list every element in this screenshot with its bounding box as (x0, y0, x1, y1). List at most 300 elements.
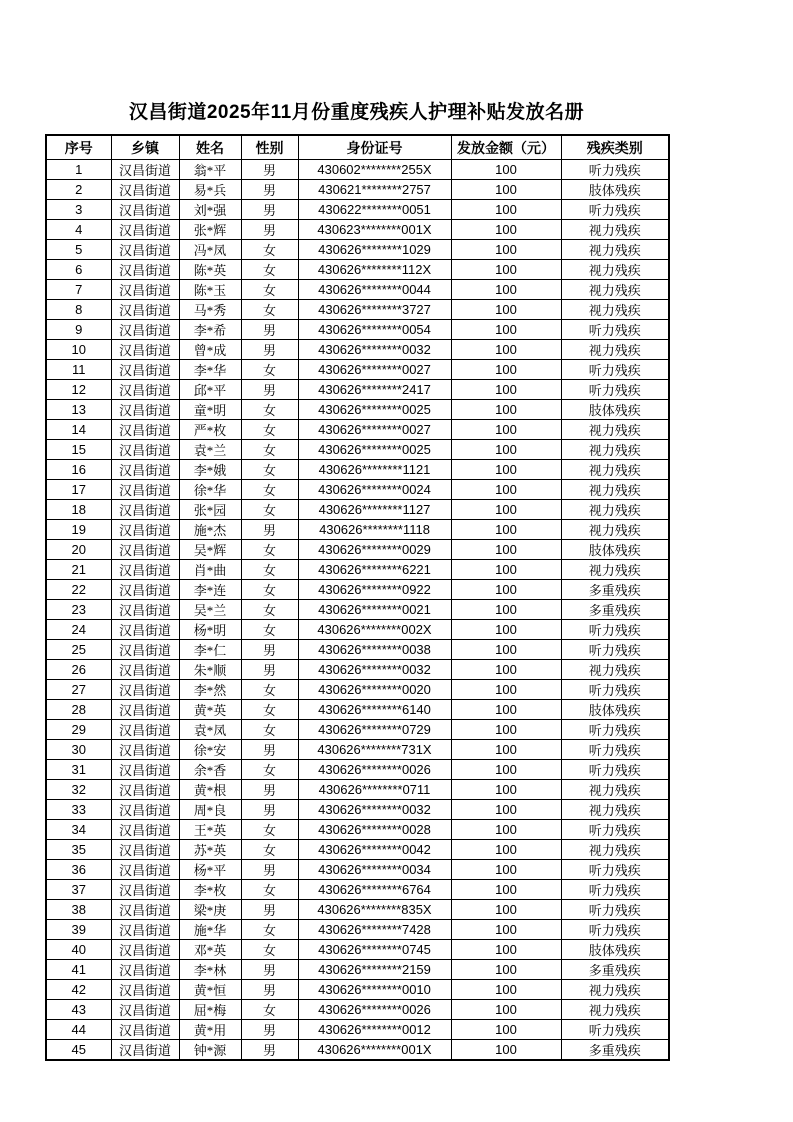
table-row (46, 440, 669, 460)
column-header-name: 姓名 (179, 135, 241, 160)
cell-township: 汉昌街道 (111, 200, 179, 220)
cell-gender: 男 (241, 160, 298, 180)
cell-disability: 视力残疾 (561, 800, 669, 820)
cell-township: 汉昌街道 (111, 360, 179, 380)
table-row (46, 780, 669, 800)
cell-gender: 女 (241, 940, 298, 960)
cell-township: 汉昌街道 (111, 840, 179, 860)
table-row (46, 720, 669, 740)
cell-township: 汉昌街道 (111, 300, 179, 320)
cell-name: 曾*成 (179, 340, 241, 360)
cell-id: 430626********0042 (298, 840, 451, 860)
cell-gender: 男 (241, 200, 298, 220)
cell-index: 45 (46, 1040, 111, 1061)
cell-disability: 听力残疾 (561, 1020, 669, 1040)
table-row (46, 520, 669, 540)
cell-township: 汉昌街道 (111, 980, 179, 1000)
cell-amount: 100 (451, 880, 561, 900)
cell-amount: 100 (451, 780, 561, 800)
cell-index: 40 (46, 940, 111, 960)
table-row (46, 500, 669, 520)
cell-name: 黄*恒 (179, 980, 241, 1000)
column-header-amount: 发放金额（元） (451, 135, 561, 160)
cell-disability: 听力残疾 (561, 160, 669, 180)
cell-township: 汉昌街道 (111, 400, 179, 420)
cell-index: 1 (46, 160, 111, 180)
cell-amount: 100 (451, 980, 561, 1000)
cell-township: 汉昌街道 (111, 340, 179, 360)
subsidy-roster-table (45, 134, 670, 1061)
cell-disability: 听力残疾 (561, 860, 669, 880)
cell-name: 邓*英 (179, 940, 241, 960)
page-title: 汉昌街道2025年11月份重度残疾人护理补贴发放名册 (128, 102, 585, 123)
table-row (46, 260, 669, 280)
cell-township: 汉昌街道 (111, 740, 179, 760)
cell-township: 汉昌街道 (111, 940, 179, 960)
table-row (46, 980, 669, 1000)
cell-township: 汉昌街道 (111, 440, 179, 460)
cell-id: 430626********0012 (298, 1020, 451, 1040)
table-row (46, 220, 669, 240)
cell-disability: 听力残疾 (561, 900, 669, 920)
cell-name: 徐*安 (179, 740, 241, 760)
cell-name: 杨*平 (179, 860, 241, 880)
cell-gender: 女 (241, 760, 298, 780)
cell-township: 汉昌街道 (111, 720, 179, 740)
cell-id: 430626********2159 (298, 960, 451, 980)
table-row (46, 640, 669, 660)
table-row (46, 660, 669, 680)
cell-gender: 男 (241, 740, 298, 760)
cell-amount: 100 (451, 740, 561, 760)
cell-gender: 女 (241, 300, 298, 320)
cell-id: 430626********0025 (298, 400, 451, 420)
cell-gender: 女 (241, 420, 298, 440)
table-row (46, 1000, 669, 1020)
cell-id: 430626********0027 (298, 420, 451, 440)
cell-township: 汉昌街道 (111, 860, 179, 880)
cell-disability: 视力残疾 (561, 560, 669, 580)
cell-amount: 100 (451, 520, 561, 540)
cell-name: 陈*玉 (179, 280, 241, 300)
cell-name: 黄*用 (179, 1020, 241, 1040)
cell-gender: 女 (241, 720, 298, 740)
cell-name: 冯*凤 (179, 240, 241, 260)
table-header (46, 135, 669, 160)
cell-amount: 100 (451, 720, 561, 740)
cell-gender: 男 (241, 640, 298, 660)
cell-name: 李*华 (179, 360, 241, 380)
cell-disability: 听力残疾 (561, 740, 669, 760)
cell-index: 6 (46, 260, 111, 280)
cell-amount: 100 (451, 760, 561, 780)
cell-name: 吴*辉 (179, 540, 241, 560)
cell-township: 汉昌街道 (111, 1020, 179, 1040)
table-row (46, 180, 669, 200)
cell-index: 35 (46, 840, 111, 860)
cell-id: 430626********1121 (298, 460, 451, 480)
cell-name: 李*连 (179, 580, 241, 600)
cell-disability: 视力残疾 (561, 260, 669, 280)
cell-disability: 听力残疾 (561, 320, 669, 340)
table-row (46, 540, 669, 560)
cell-township: 汉昌街道 (111, 680, 179, 700)
table-row (46, 960, 669, 980)
cell-id: 430626********0038 (298, 640, 451, 660)
cell-disability: 听力残疾 (561, 640, 669, 660)
cell-gender: 男 (241, 860, 298, 880)
cell-township: 汉昌街道 (111, 520, 179, 540)
cell-name: 钟*源 (179, 1040, 241, 1061)
cell-index: 39 (46, 920, 111, 940)
cell-gender: 女 (241, 620, 298, 640)
cell-township: 汉昌街道 (111, 600, 179, 620)
cell-index: 2 (46, 180, 111, 200)
cell-disability: 视力残疾 (561, 660, 669, 680)
cell-name: 屈*梅 (179, 1000, 241, 1020)
cell-disability: 视力残疾 (561, 240, 669, 260)
cell-name: 李*希 (179, 320, 241, 340)
cell-name: 李*仁 (179, 640, 241, 660)
cell-id: 430626********1118 (298, 520, 451, 540)
cell-amount: 100 (451, 1000, 561, 1020)
cell-name: 施*华 (179, 920, 241, 940)
cell-township: 汉昌街道 (111, 880, 179, 900)
cell-township: 汉昌街道 (111, 620, 179, 640)
cell-gender: 女 (241, 560, 298, 580)
cell-id: 430626********0026 (298, 1000, 451, 1020)
table-row (46, 340, 669, 360)
cell-id: 430626********0922 (298, 580, 451, 600)
cell-id: 430626********3727 (298, 300, 451, 320)
cell-id: 430626********0010 (298, 980, 451, 1000)
cell-name: 严*枚 (179, 420, 241, 440)
cell-id: 430626********0021 (298, 600, 451, 620)
cell-disability: 听力残疾 (561, 760, 669, 780)
cell-index: 43 (46, 1000, 111, 1020)
cell-name: 袁*兰 (179, 440, 241, 460)
cell-name: 王*英 (179, 820, 241, 840)
cell-gender: 女 (241, 840, 298, 860)
cell-amount: 100 (451, 920, 561, 940)
cell-index: 32 (46, 780, 111, 800)
cell-index: 14 (46, 420, 111, 440)
cell-amount: 100 (451, 200, 561, 220)
cell-id: 430626********0027 (298, 360, 451, 380)
cell-gender: 男 (241, 520, 298, 540)
cell-township: 汉昌街道 (111, 920, 179, 940)
cell-disability: 听力残疾 (561, 680, 669, 700)
cell-amount: 100 (451, 900, 561, 920)
cell-gender: 女 (241, 600, 298, 620)
cell-id: 430626********835X (298, 900, 451, 920)
table-row (46, 820, 669, 840)
cell-township: 汉昌街道 (111, 500, 179, 520)
cell-name: 吴*兰 (179, 600, 241, 620)
cell-township: 汉昌街道 (111, 760, 179, 780)
cell-id: 430626********0032 (298, 660, 451, 680)
cell-amount: 100 (451, 960, 561, 980)
cell-gender: 男 (241, 180, 298, 200)
cell-gender: 男 (241, 960, 298, 980)
cell-amount: 100 (451, 440, 561, 460)
cell-amount: 100 (451, 300, 561, 320)
cell-gender: 女 (241, 580, 298, 600)
cell-name: 刘*强 (179, 200, 241, 220)
cell-gender: 男 (241, 220, 298, 240)
cell-index: 25 (46, 640, 111, 660)
cell-index: 13 (46, 400, 111, 420)
cell-gender: 女 (241, 880, 298, 900)
cell-disability: 视力残疾 (561, 480, 669, 500)
cell-name: 马*秀 (179, 300, 241, 320)
cell-id: 430626********0025 (298, 440, 451, 460)
cell-amount: 100 (451, 1040, 561, 1061)
cell-gender: 女 (241, 260, 298, 280)
cell-disability: 视力残疾 (561, 340, 669, 360)
cell-index: 31 (46, 760, 111, 780)
cell-amount: 100 (451, 580, 561, 600)
table-row (46, 560, 669, 580)
cell-id: 430626********0745 (298, 940, 451, 960)
cell-name: 陈*英 (179, 260, 241, 280)
cell-disability: 视力残疾 (561, 420, 669, 440)
cell-name: 黄*根 (179, 780, 241, 800)
table-row (46, 800, 669, 820)
cell-name: 黄*英 (179, 700, 241, 720)
cell-township: 汉昌街道 (111, 460, 179, 480)
cell-township: 汉昌街道 (111, 580, 179, 600)
cell-disability: 多重残疾 (561, 1040, 669, 1061)
cell-gender: 男 (241, 980, 298, 1000)
cell-township: 汉昌街道 (111, 280, 179, 300)
cell-gender: 男 (241, 800, 298, 820)
cell-id: 430626********7428 (298, 920, 451, 940)
cell-id: 430626********0029 (298, 540, 451, 560)
cell-gender: 男 (241, 1040, 298, 1061)
cell-name: 童*明 (179, 400, 241, 420)
cell-disability: 视力残疾 (561, 520, 669, 540)
cell-disability: 听力残疾 (561, 620, 669, 640)
cell-index: 10 (46, 340, 111, 360)
cell-amount: 100 (451, 860, 561, 880)
cell-disability: 视力残疾 (561, 1000, 669, 1020)
cell-index: 24 (46, 620, 111, 640)
cell-name: 张*辉 (179, 220, 241, 240)
cell-gender: 男 (241, 380, 298, 400)
cell-township: 汉昌街道 (111, 260, 179, 280)
cell-index: 11 (46, 360, 111, 380)
cell-amount: 100 (451, 280, 561, 300)
cell-amount: 100 (451, 560, 561, 580)
cell-township: 汉昌街道 (111, 1040, 179, 1061)
table-row (46, 300, 669, 320)
table-row (46, 200, 669, 220)
cell-index: 4 (46, 220, 111, 240)
cell-id: 430622********0051 (298, 200, 451, 220)
table-row (46, 940, 669, 960)
cell-gender: 女 (241, 920, 298, 940)
cell-name: 朱*顺 (179, 660, 241, 680)
cell-disability: 视力残疾 (561, 440, 669, 460)
cell-gender: 女 (241, 540, 298, 560)
cell-gender: 女 (241, 280, 298, 300)
cell-amount: 100 (451, 220, 561, 240)
table-row (46, 700, 669, 720)
cell-id: 430626********1029 (298, 240, 451, 260)
cell-disability: 肢体残疾 (561, 180, 669, 200)
cell-index: 12 (46, 380, 111, 400)
table-row (46, 760, 669, 780)
cell-name: 易*兵 (179, 180, 241, 200)
cell-gender: 女 (241, 820, 298, 840)
cell-index: 37 (46, 880, 111, 900)
cell-disability: 视力残疾 (561, 280, 669, 300)
cell-id: 430626********6764 (298, 880, 451, 900)
cell-disability: 视力残疾 (561, 300, 669, 320)
cell-index: 9 (46, 320, 111, 340)
column-header-disability: 残疾类别 (561, 135, 669, 160)
cell-township: 汉昌街道 (111, 160, 179, 180)
cell-amount: 100 (451, 260, 561, 280)
cell-id: 430626********0711 (298, 780, 451, 800)
cell-township: 汉昌街道 (111, 1000, 179, 1020)
cell-amount: 100 (451, 320, 561, 340)
table-body (46, 160, 669, 1061)
table-row (46, 580, 669, 600)
cell-id: 430626********2417 (298, 380, 451, 400)
cell-amount: 100 (451, 340, 561, 360)
table-row (46, 460, 669, 480)
cell-gender: 女 (241, 480, 298, 500)
cell-township: 汉昌街道 (111, 900, 179, 920)
column-header-gender: 性别 (241, 135, 298, 160)
table-row (46, 840, 669, 860)
cell-index: 33 (46, 800, 111, 820)
cell-name: 李*娥 (179, 460, 241, 480)
cell-gender: 女 (241, 400, 298, 420)
table-row (46, 400, 669, 420)
cell-disability: 肢体残疾 (561, 540, 669, 560)
cell-disability: 听力残疾 (561, 200, 669, 220)
table-row (46, 280, 669, 300)
cell-index: 27 (46, 680, 111, 700)
cell-id: 430626********112X (298, 260, 451, 280)
cell-index: 19 (46, 520, 111, 540)
table-row (46, 320, 669, 340)
cell-township: 汉昌街道 (111, 560, 179, 580)
table-row (46, 860, 669, 880)
cell-id: 430626********0024 (298, 480, 451, 500)
cell-index: 22 (46, 580, 111, 600)
cell-gender: 女 (241, 700, 298, 720)
cell-name: 肖*曲 (179, 560, 241, 580)
cell-index: 38 (46, 900, 111, 920)
table-row (46, 740, 669, 760)
cell-id: 430626********0034 (298, 860, 451, 880)
table-row (46, 620, 669, 640)
cell-township: 汉昌街道 (111, 640, 179, 660)
cell-amount: 100 (451, 940, 561, 960)
cell-amount: 100 (451, 700, 561, 720)
cell-name: 袁*凤 (179, 720, 241, 740)
cell-township: 汉昌街道 (111, 420, 179, 440)
table-row (46, 380, 669, 400)
table-row (46, 920, 669, 940)
table-row (46, 160, 669, 180)
cell-gender: 女 (241, 680, 298, 700)
cell-index: 5 (46, 240, 111, 260)
table-row (46, 360, 669, 380)
table-header-row (46, 135, 669, 160)
cell-index: 15 (46, 440, 111, 460)
cell-id: 430626********1127 (298, 500, 451, 520)
cell-township: 汉昌街道 (111, 820, 179, 840)
cell-gender: 男 (241, 660, 298, 680)
cell-disability: 肢体残疾 (561, 700, 669, 720)
cell-disability: 肢体残疾 (561, 400, 669, 420)
cell-name: 施*杰 (179, 520, 241, 540)
cell-disability: 听力残疾 (561, 880, 669, 900)
table-row (46, 1020, 669, 1040)
cell-name: 李*枚 (179, 880, 241, 900)
cell-gender: 女 (241, 460, 298, 480)
cell-gender: 女 (241, 500, 298, 520)
cell-id: 430626********0020 (298, 680, 451, 700)
cell-id: 430626********0026 (298, 760, 451, 780)
cell-amount: 100 (451, 360, 561, 380)
cell-index: 3 (46, 200, 111, 220)
table-row (46, 240, 669, 260)
cell-index: 23 (46, 600, 111, 620)
cell-amount: 100 (451, 680, 561, 700)
cell-disability: 听力残疾 (561, 720, 669, 740)
cell-amount: 100 (451, 180, 561, 200)
cell-township: 汉昌街道 (111, 540, 179, 560)
cell-gender: 女 (241, 360, 298, 380)
cell-township: 汉昌街道 (111, 480, 179, 500)
cell-gender: 男 (241, 900, 298, 920)
cell-amount: 100 (451, 240, 561, 260)
cell-name: 梁*庚 (179, 900, 241, 920)
cell-index: 8 (46, 300, 111, 320)
table-row (46, 420, 669, 440)
cell-disability: 视力残疾 (561, 220, 669, 240)
column-header-id: 身份证号 (298, 135, 451, 160)
cell-amount: 100 (451, 820, 561, 840)
table-row (46, 680, 669, 700)
cell-id: 430621********2757 (298, 180, 451, 200)
cell-disability: 肢体残疾 (561, 940, 669, 960)
cell-gender: 男 (241, 340, 298, 360)
cell-township: 汉昌街道 (111, 240, 179, 260)
cell-gender: 女 (241, 1000, 298, 1020)
cell-id: 430626********0032 (298, 340, 451, 360)
cell-index: 21 (46, 560, 111, 580)
cell-index: 28 (46, 700, 111, 720)
cell-name: 余*香 (179, 760, 241, 780)
cell-disability: 听力残疾 (561, 920, 669, 940)
cell-amount: 100 (451, 460, 561, 480)
cell-index: 30 (46, 740, 111, 760)
cell-id: 430626********0054 (298, 320, 451, 340)
cell-township: 汉昌街道 (111, 380, 179, 400)
cell-gender: 女 (241, 240, 298, 260)
cell-township: 汉昌街道 (111, 800, 179, 820)
cell-name: 周*良 (179, 800, 241, 820)
column-header-township: 乡镇 (111, 135, 179, 160)
cell-index: 17 (46, 480, 111, 500)
